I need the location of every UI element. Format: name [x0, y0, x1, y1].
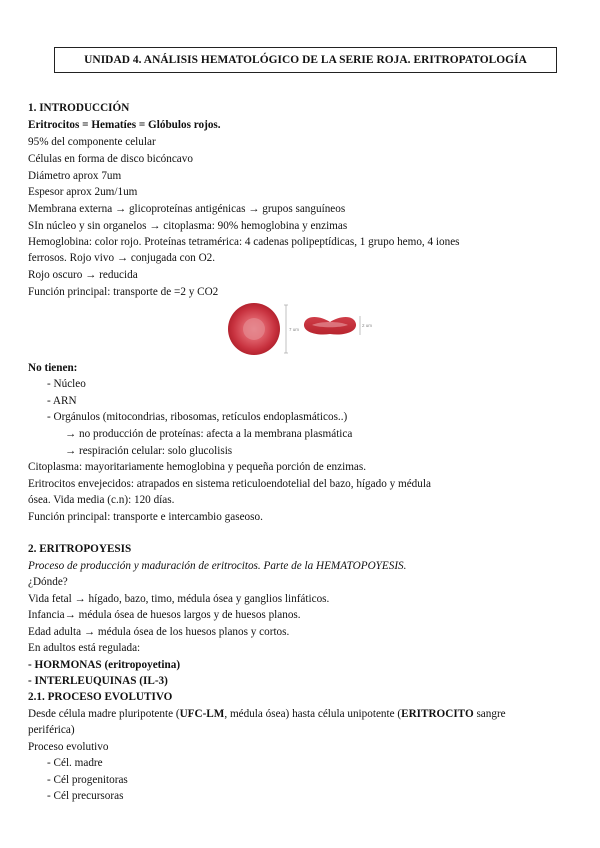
regulator-item: - INTERLEUQUINAS (IL-3): [28, 675, 168, 687]
text-line: SIn núcleo y sin organelos → citoplasma: 90% hemoglobina y enzimas: [28, 220, 348, 232]
text-line: Vida fetal → hígado, bazo, timo, médula ósea y ganglios linfáticos.: [28, 593, 330, 605]
desc-text: , médula ósea) hasta célula unipotente (: [224, 708, 402, 720]
regulator-item: - HORMONAS (eritropoyetina): [28, 659, 181, 671]
text-line: Eritrocitos envejecidos: atrapados en sistema reticuloendotelial del bazo, hígado y médula: [28, 478, 431, 490]
text-line: Membrana externa → glicoproteínas antigénicas → grupos sanguíneos: [28, 203, 346, 215]
text-line: Hemoglobina: color rojo. Proteínas tetramérica: 4 cadenas polipeptídicas, 1 grupo hemo, 4 iones: [28, 236, 460, 248]
list-item: - Cél progenitoras: [47, 774, 128, 786]
text-line: ¿Dónde?: [28, 576, 68, 588]
text-line: Edad adulta → médula ósea de los huesos planos y cortos.: [28, 626, 290, 638]
desc-text: sangre: [473, 708, 506, 720]
text-line: Proceso evolutivo: [28, 741, 109, 753]
eritropoyesis-definition: Proceso de producción y maduración de eritrocitos. Parte de la HEMATOPOYESIS.: [28, 560, 407, 572]
subheading-eritrocitos: Eritrocitos = Hematíes = Glóbulos rojos.: [28, 119, 221, 131]
text-line: Función principal: transporte de =2 y CO2: [28, 286, 219, 298]
list-item: - Cél precursoras: [47, 790, 124, 802]
text-line: Rojo oscuro → reducida: [28, 269, 138, 281]
text-line: Citoplasma: mayoritariamente hemoglobina y pequeña porción de enzimas.: [28, 461, 367, 473]
list-item: - Orgánulos (mitocondrias, ribosomas, retículos endoplasmáticos..): [47, 411, 348, 423]
text-line: Células en forma de disco bicóncavo: [28, 153, 193, 165]
text-line: En adultos está regulada:: [28, 642, 141, 654]
thickness-label: 2 um: [362, 323, 373, 328]
text-line: periférica): [28, 724, 75, 736]
text-line: Función principal: transporte e intercambio gaseoso.: [28, 511, 263, 523]
unit-title: UNIDAD 4. ANÁLISIS HEMATOLÓGICO DE LA SERIE ROJA. ERITROPATOLOGÍA: [54, 47, 557, 73]
no-tienen-heading: No tienen:: [28, 362, 78, 374]
subsection-heading-proceso-evolutivo: 2.1. PROCESO EVOLUTIVO: [28, 691, 173, 703]
text-line: Espesor aprox 2um/1um: [28, 186, 138, 198]
diameter-label: 7 um: [289, 327, 300, 332]
section-heading-introduccion: 1. INTRODUCCIÓN: [28, 102, 130, 114]
section-heading-eritropoyesis: 2. ERITROPOYESIS: [28, 543, 132, 555]
text-line: ferrosos. Rojo vivo → conjugada con O2.: [28, 252, 216, 264]
list-item: - Núcleo: [47, 378, 86, 390]
desc-eritrocito: ERITROCITO: [401, 708, 474, 720]
desc-ufc-lm: UFC-LM: [179, 708, 225, 720]
desc-text: Desde célula madre pluripotente (: [28, 708, 180, 720]
list-item: - Cél. madre: [47, 757, 103, 769]
list-item: - ARN: [47, 395, 77, 407]
sub-list-item: → respiración celular: solo glucolisis: [65, 445, 233, 457]
proceso-description: [28, 707, 506, 721]
text-line: Infancia→ médula ósea de huesos largos y de huesos planos.: [28, 609, 301, 621]
sub-list-item: → no producción de proteínas: afecta a la membrana plasmática: [65, 428, 353, 440]
text-line: Diámetro aprox 7um: [28, 170, 122, 182]
erythrocyte-illustration: [226, 302, 373, 356]
text-line: ósea. Vida media (c.n): 120 días.: [28, 494, 175, 506]
text-line: 95% del componente celular: [28, 136, 156, 148]
